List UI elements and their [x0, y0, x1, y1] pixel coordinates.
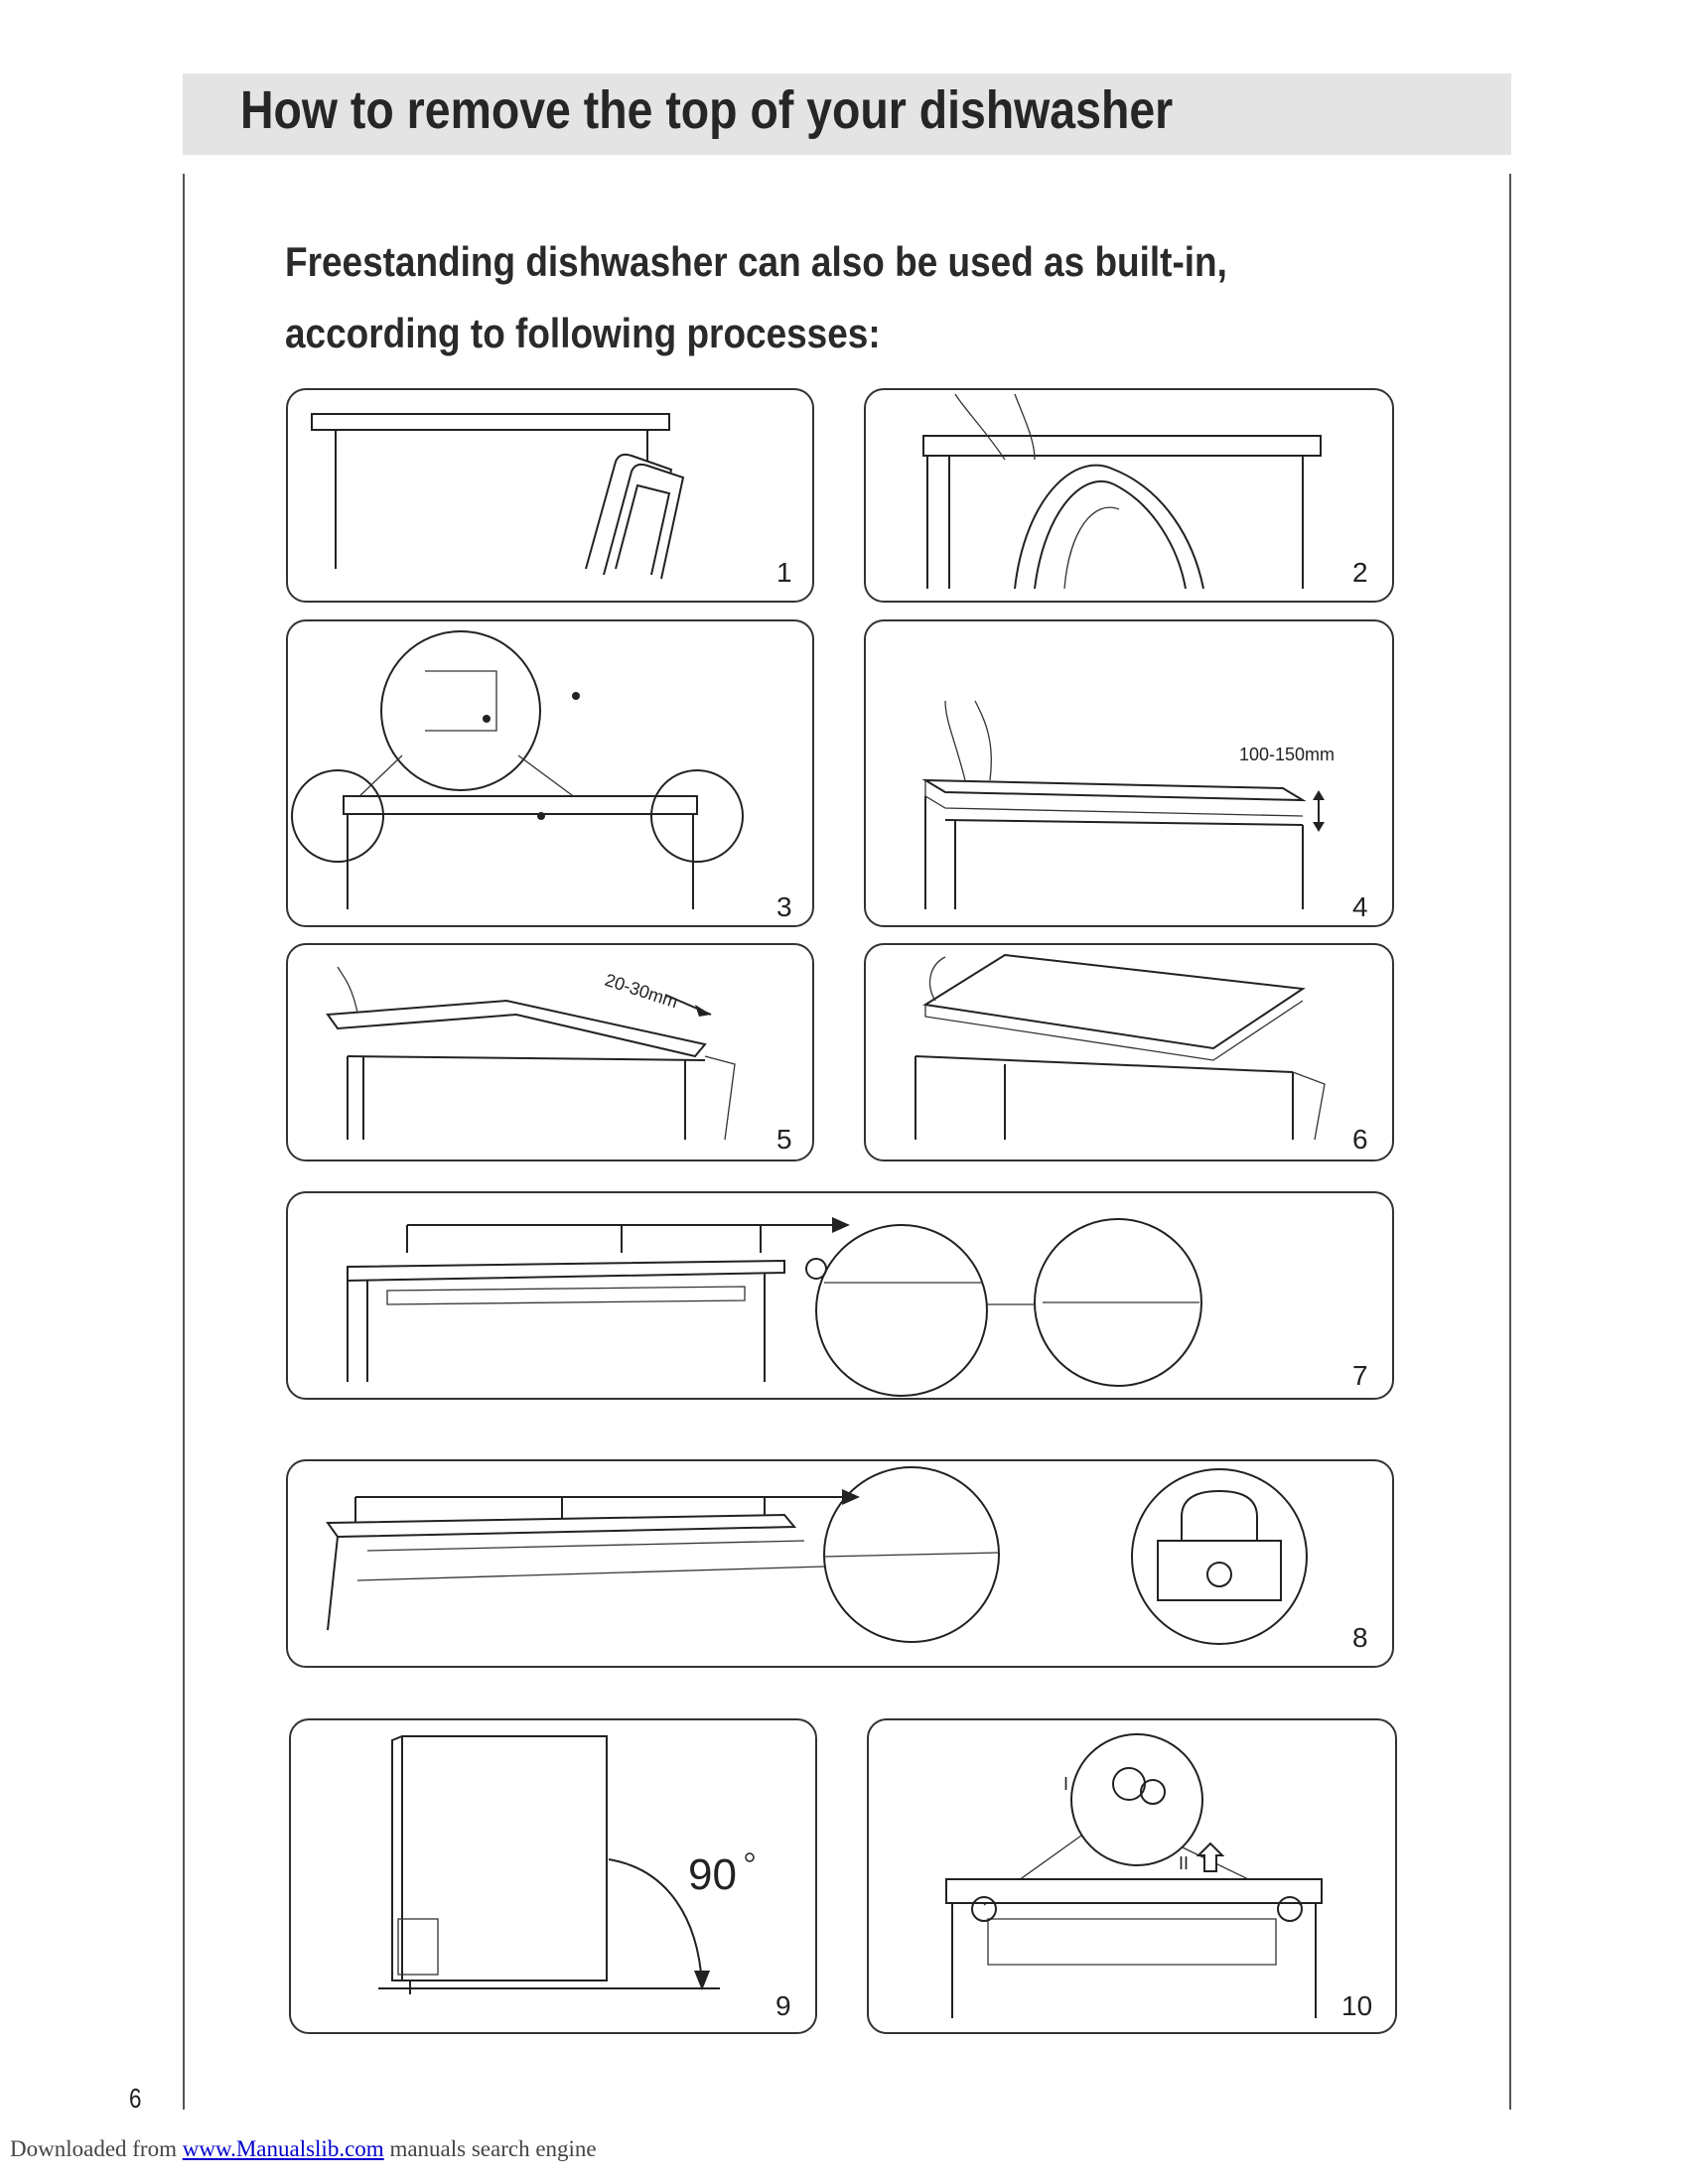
step-5-measurement: 20-30mm — [602, 969, 681, 1013]
step-8-panel — [286, 1459, 1394, 1668]
step-7-panel — [286, 1191, 1394, 1400]
step-1-number: 1 — [776, 557, 792, 588]
manualslib-link[interactable]: www.Manualslib.com — [182, 2136, 384, 2161]
step-10-number: 10 — [1341, 1990, 1373, 2021]
step-10-illustration — [869, 1720, 1395, 2032]
page-header — [183, 73, 1511, 155]
step-3-illustration — [288, 621, 812, 925]
step-2-illustration — [866, 390, 1392, 601]
step-3-number: 3 — [776, 891, 792, 922]
footer-prefix: Downloaded from — [10, 2136, 183, 2161]
step-9-angle: 90 — [688, 1850, 737, 1899]
left-margin-line — [183, 174, 185, 2110]
step-5-number: 5 — [776, 1124, 792, 1155]
right-margin-line — [1509, 174, 1511, 2110]
step-4-measurement: 100-150mm — [1239, 745, 1336, 764]
step-10-panel — [867, 1718, 1397, 2034]
step-5-illustration — [288, 945, 812, 1160]
step-9-number: 9 — [775, 1990, 791, 2021]
step-7-illustration — [288, 1193, 1392, 1398]
step-5-panel — [286, 943, 814, 1161]
step-8-illustration — [288, 1461, 1392, 1666]
step-6-number: 6 — [1352, 1124, 1368, 1155]
footer — [10, 2136, 597, 2162]
page-number: 6 — [129, 2083, 142, 2114]
step-2-panel — [864, 388, 1394, 603]
step-1-illustration — [288, 390, 812, 601]
step-9-panel — [289, 1718, 817, 2034]
step-2-number: 2 — [1352, 557, 1368, 588]
step-4-number: 4 — [1352, 891, 1368, 922]
step-6-panel — [864, 943, 1394, 1161]
step-1-panel — [286, 388, 814, 603]
intro-text — [285, 226, 1227, 369]
step-8-number: 8 — [1352, 1622, 1368, 1653]
intro-line-2: according to following processes: — [285, 310, 881, 356]
step-3-panel — [286, 619, 814, 927]
step-4-panel — [864, 619, 1394, 927]
step-10-label-ii: II — [1179, 1853, 1190, 1873]
step-10-label-i: I — [1063, 1774, 1069, 1794]
step-9-illustration — [291, 1720, 815, 2032]
intro-line-1: Freestanding dishwasher can also be used as built-in, — [285, 238, 1227, 285]
page-title: How to remove the top of your dishwasher — [240, 80, 1174, 140]
step-7-number: 7 — [1352, 1360, 1368, 1391]
step-6-illustration — [866, 945, 1392, 1160]
footer-suffix: manuals search engine — [383, 2136, 597, 2161]
step-4-illustration — [866, 621, 1392, 925]
